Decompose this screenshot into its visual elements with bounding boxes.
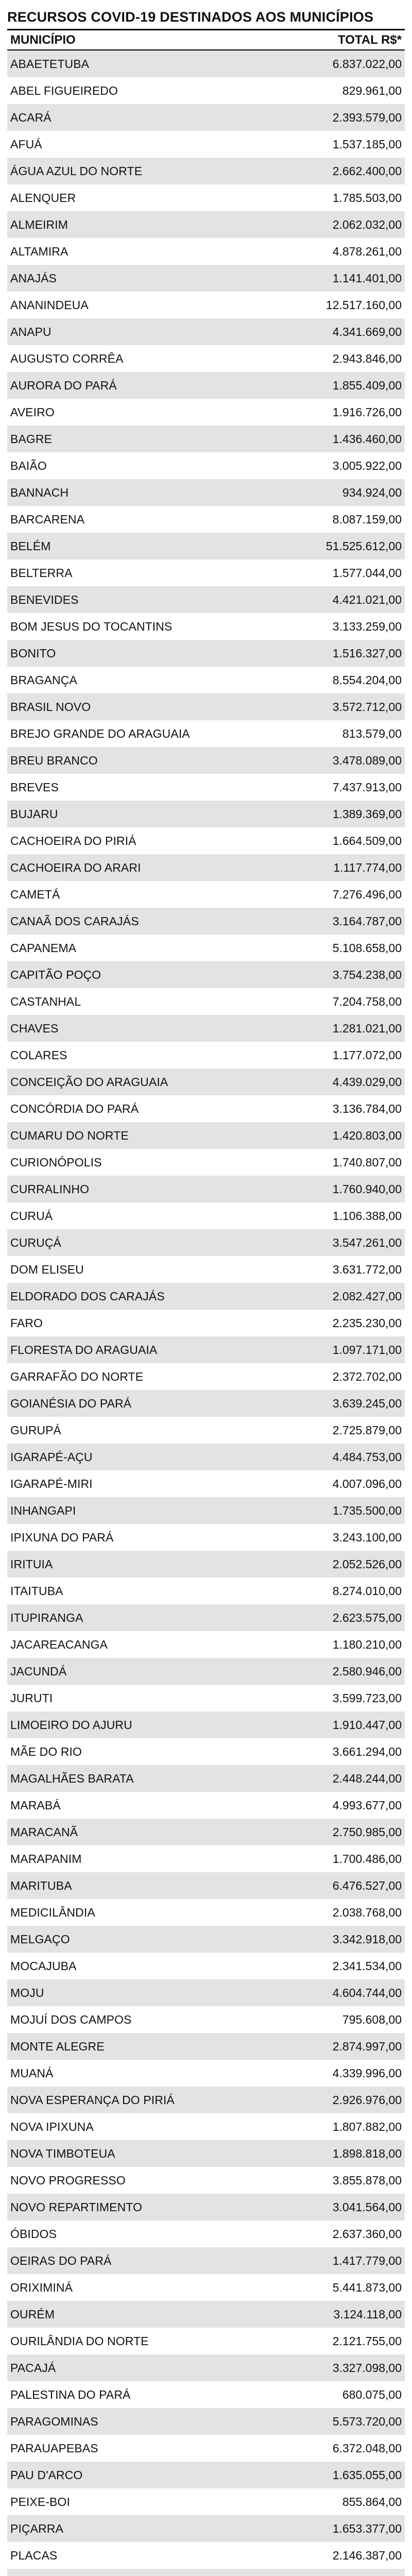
municipio-name: COLARES bbox=[10, 1048, 67, 1062]
table-row bbox=[7, 2381, 405, 2408]
municipio-total: 1.635.055,00 bbox=[332, 2468, 402, 2482]
municipio-total: 680.075,00 bbox=[342, 2387, 402, 2401]
municipio-total: 3.327.098,00 bbox=[332, 2361, 402, 2375]
municipio-name: BAIÃO bbox=[10, 459, 47, 472]
table-row bbox=[7, 1953, 405, 1979]
municipio-total: 1.180.210,00 bbox=[332, 1637, 402, 1651]
municipio-name: ANAPU bbox=[10, 325, 52, 338]
table-row bbox=[7, 1899, 405, 1926]
table-row bbox=[7, 2087, 405, 2113]
municipio-name: OURÉM bbox=[10, 2307, 55, 2321]
municipio-name: BENEVIDES bbox=[10, 592, 79, 606]
table-row bbox=[7, 586, 405, 613]
table-row bbox=[7, 1765, 405, 1792]
municipio-name: INHANGAPI bbox=[10, 1503, 76, 1517]
table-row bbox=[7, 720, 405, 747]
municipio-total: 5.573.720,00 bbox=[332, 2414, 402, 2428]
municipio-total: 1.855.409,00 bbox=[332, 378, 402, 392]
municipio-total: 3.631.772,00 bbox=[332, 1262, 402, 1276]
municipio-total: 1.420.803,00 bbox=[332, 1128, 402, 1142]
municipio-name: BUJARU bbox=[10, 807, 58, 821]
table-row bbox=[7, 774, 405, 801]
municipio-name: CUMARU DO NORTE bbox=[10, 1128, 129, 1142]
municipio-name: ALTAMIRA bbox=[10, 244, 68, 258]
table-row bbox=[7, 1685, 405, 1711]
municipio-name: MUANÁ bbox=[10, 2066, 54, 2080]
table-row bbox=[7, 827, 405, 854]
table-row bbox=[7, 2113, 405, 2140]
table-row bbox=[7, 1149, 405, 1176]
municipio-name: OEIRAS DO PARÁ bbox=[10, 2253, 112, 2267]
municipio-name: CAPITÃO POÇO bbox=[10, 968, 101, 981]
municipio-total: 4.339.996,00 bbox=[332, 2066, 402, 2080]
municipio-total: 6.837.022,00 bbox=[332, 57, 402, 71]
table-row bbox=[7, 104, 405, 131]
table-row bbox=[7, 2033, 405, 2060]
municipio-total: 2.943.846,00 bbox=[332, 351, 402, 365]
table-row bbox=[7, 1202, 405, 1229]
municipio-total: 1.785.503,00 bbox=[332, 191, 402, 205]
municipio-name: AURORA DO PARÁ bbox=[10, 378, 117, 392]
municipio-total: 6.372.048,00 bbox=[332, 2441, 402, 2455]
municipio-total: 2.874.997,00 bbox=[332, 2039, 402, 2053]
table-row bbox=[7, 2194, 405, 2221]
table-row bbox=[7, 747, 405, 774]
table-row bbox=[7, 2301, 405, 2328]
municipio-total: 4.604.744,00 bbox=[332, 1986, 402, 1999]
municipio-total: 2.372.702,00 bbox=[332, 1369, 402, 1383]
table-row bbox=[7, 2408, 405, 2435]
municipio-name: CAPANEMA bbox=[10, 941, 77, 955]
municipio-name: PLACAS bbox=[10, 2548, 58, 2562]
municipio-name: BANNACH bbox=[10, 485, 69, 499]
table-row bbox=[7, 2569, 405, 2576]
municipio-name: MELGAÇO bbox=[10, 1932, 70, 1946]
municipio-name: MARITUBA bbox=[10, 1878, 72, 1892]
municipio-name: CURIONÓPOLIS bbox=[10, 1155, 102, 1169]
table-row bbox=[7, 1095, 405, 1122]
municipio-total: 1.106.388,00 bbox=[332, 1209, 402, 1223]
municipio-total: 8.554.204,00 bbox=[332, 673, 402, 687]
table-row bbox=[7, 1578, 405, 1604]
table-row bbox=[7, 560, 405, 586]
municipio-total: 1.735.500,00 bbox=[332, 1503, 402, 1517]
table-row bbox=[7, 2515, 405, 2542]
table-row bbox=[7, 988, 405, 1015]
municipio-total: 2.623.575,00 bbox=[332, 1611, 402, 1624]
municipio-name: GURUPÁ bbox=[10, 1423, 62, 1437]
table-row bbox=[7, 1792, 405, 1819]
municipio-name: PAU D'ARCO bbox=[10, 2468, 83, 2482]
municipio-total: 4.993.677,00 bbox=[332, 1798, 402, 1812]
table-row bbox=[7, 1390, 405, 1417]
table-row bbox=[7, 1497, 405, 1524]
table-row bbox=[7, 2354, 405, 2381]
table-row bbox=[7, 1363, 405, 1390]
municipio-name: CURRALINHO bbox=[10, 1182, 90, 1196]
table-row bbox=[7, 292, 405, 318]
table-row bbox=[7, 1069, 405, 1095]
municipio-total: 2.082.427,00 bbox=[332, 1289, 402, 1303]
municipio-name: PALESTINA DO PARÁ bbox=[10, 2387, 131, 2401]
table-row bbox=[7, 1336, 405, 1363]
table-row bbox=[7, 1229, 405, 1256]
table-row bbox=[7, 1444, 405, 1470]
municipio-total: 7.204.758,00 bbox=[332, 994, 402, 1008]
municipio-name: CASTANHAL bbox=[10, 994, 81, 1008]
municipio-name: BELTERRA bbox=[10, 566, 73, 580]
municipio-total: 1.389.369,00 bbox=[332, 807, 402, 821]
municipio-name: MARABÁ bbox=[10, 1798, 61, 1812]
municipio-total: 2.662.400,00 bbox=[332, 164, 402, 178]
municipio-name: BOM JESUS DO TOCANTINS bbox=[10, 619, 173, 633]
municipio-name: MAGALHÃES BARATA bbox=[10, 1771, 134, 1785]
municipio-total: 12.517.160,00 bbox=[325, 298, 402, 312]
municipio-name: GOIANÉSIA DO PARÁ bbox=[10, 1396, 132, 1410]
municipio-total: 3.572.712,00 bbox=[332, 700, 402, 714]
municipio-name: CACHOEIRA DO PIRIÁ bbox=[10, 834, 136, 848]
municipio-name: DOM ELISEU bbox=[10, 1262, 84, 1276]
table-row bbox=[7, 533, 405, 560]
municipio-name: NOVO PROGRESSO bbox=[10, 2173, 126, 2187]
municipio-name: IPIXUNA DO PARÁ bbox=[10, 1530, 114, 1544]
table-row bbox=[7, 961, 405, 988]
municipio-name: ITUPIRANGA bbox=[10, 1611, 83, 1624]
municipio-total: 1.898.818,00 bbox=[332, 2146, 402, 2160]
table-row bbox=[7, 238, 405, 265]
table-row bbox=[7, 1631, 405, 1658]
municipio-name: NOVA IPIXUNA bbox=[10, 2120, 94, 2133]
municipio-total: 4.484.753,00 bbox=[332, 1450, 402, 1464]
municipio-total: 1.281.021,00 bbox=[332, 1021, 402, 1035]
table-row bbox=[7, 77, 405, 104]
table-row bbox=[7, 479, 405, 506]
table-row bbox=[7, 1283, 405, 1310]
municipio-total: 3.661.294,00 bbox=[332, 1744, 402, 1758]
municipio-name: AUGUSTO CORRÊA bbox=[10, 351, 124, 365]
municipio-total: 829.961,00 bbox=[342, 83, 402, 97]
table-header bbox=[7, 29, 405, 50]
table-row bbox=[7, 372, 405, 399]
table-row bbox=[7, 854, 405, 881]
table-row bbox=[7, 506, 405, 533]
municipio-name: BARCARENA bbox=[10, 512, 85, 526]
municipio-total: 2.052.526,00 bbox=[332, 1557, 402, 1571]
municipio-name: MOJU bbox=[10, 1986, 44, 1999]
municipio-name: MONTE ALEGRE bbox=[10, 2039, 105, 2053]
table-row bbox=[7, 693, 405, 720]
municipio-total: 2.235.230,00 bbox=[332, 1316, 402, 1330]
municipio-name: FLORESTA DO ARAGUAIA bbox=[10, 1343, 158, 1357]
municipio-total: 3.478.089,00 bbox=[332, 753, 402, 767]
table-row bbox=[7, 1738, 405, 1765]
municipio-total: 2.062.032,00 bbox=[332, 217, 402, 231]
municipio-name: CURUÁ bbox=[10, 1209, 53, 1223]
header-total: TOTAL R$* bbox=[337, 32, 402, 47]
municipio-total: 3.547.261,00 bbox=[332, 1235, 402, 1249]
table-row bbox=[7, 1015, 405, 1042]
municipio-name: MOCAJUBA bbox=[10, 1959, 77, 1973]
municipio-name: ALMEIRIM bbox=[10, 217, 68, 231]
municipio-total: 1.436.460,00 bbox=[332, 432, 402, 446]
municipio-total: 3.164.787,00 bbox=[332, 914, 402, 928]
municipio-total: 1.740.807,00 bbox=[332, 1155, 402, 1169]
municipio-name: FARO bbox=[10, 1316, 43, 1330]
municipio-name: ELDORADO DOS CARAJÁS bbox=[10, 1289, 165, 1303]
municipio-name: AVEIRO bbox=[10, 405, 55, 419]
table-row bbox=[7, 1872, 405, 1899]
municipio-total: 1.577.044,00 bbox=[332, 566, 402, 580]
municipio-name: NOVA TIMBOTEUA bbox=[10, 2146, 115, 2160]
municipio-name: CONCEIÇÃO DO ARAGUAIA bbox=[10, 1075, 168, 1089]
municipio-total: 3.243.100,00 bbox=[332, 1530, 402, 1544]
municipio-total: 2.146.387,00 bbox=[332, 2548, 402, 2562]
municipio-total: 1.700.486,00 bbox=[332, 1852, 402, 1866]
table-row bbox=[7, 1470, 405, 1497]
municipio-name: CURUÇÁ bbox=[10, 1235, 61, 1249]
municipio-name: ABEL FIGUEIREDO bbox=[10, 83, 118, 97]
municipio-total: 3.342.918,00 bbox=[332, 1932, 402, 1946]
municipio-total: 2.725.879,00 bbox=[332, 1423, 402, 1437]
municipio-total: 3.005.922,00 bbox=[332, 459, 402, 472]
municipio-total: 2.393.579,00 bbox=[332, 110, 402, 124]
table-row bbox=[7, 2435, 405, 2462]
table-row bbox=[7, 640, 405, 667]
municipio-total: 934.924,00 bbox=[342, 485, 402, 499]
table-row bbox=[7, 184, 405, 211]
municipio-name: BAGRE bbox=[10, 432, 53, 446]
municipio-name: CANAÃ DOS CARAJÁS bbox=[10, 914, 139, 928]
municipio-name: IGARAPÉ-AÇU bbox=[10, 1450, 93, 1464]
table-row bbox=[7, 211, 405, 238]
municipio-name: PARAGOMINAS bbox=[10, 2414, 98, 2428]
municipio-total: 2.750.985,00 bbox=[332, 1825, 402, 1839]
municipio-name: NOVO REPARTIMENTO bbox=[10, 2200, 143, 2214]
table-row bbox=[7, 50, 405, 77]
table-row bbox=[7, 801, 405, 827]
municipio-total: 1.141.401,00 bbox=[332, 271, 402, 285]
municipio-total: 3.855.878,00 bbox=[332, 2173, 402, 2187]
municipio-name: OURILÂNDIA DO NORTE bbox=[10, 2334, 149, 2348]
municipio-total: 1.760.940,00 bbox=[332, 1182, 402, 1196]
municipio-total: 3.136.784,00 bbox=[332, 1101, 402, 1115]
table-row bbox=[7, 1551, 405, 1578]
table-row bbox=[7, 1256, 405, 1283]
table-row bbox=[7, 2542, 405, 2569]
municipio-name: BRASIL NOVO bbox=[10, 700, 91, 714]
municipio-total: 1.664.509,00 bbox=[332, 834, 402, 848]
table-row bbox=[7, 2221, 405, 2247]
municipio-total: 2.637.360,00 bbox=[332, 2227, 402, 2241]
table-row bbox=[7, 1122, 405, 1149]
municipio-total: 2.926.976,00 bbox=[332, 2093, 402, 2107]
municipio-name: PIÇARRA bbox=[10, 2521, 63, 2535]
table-row bbox=[7, 2274, 405, 2301]
municipio-total: 5.108.658,00 bbox=[332, 941, 402, 955]
municipio-name: BELÉM bbox=[10, 539, 51, 553]
municipio-name: CHAVES bbox=[10, 1021, 59, 1035]
municipio-total: 2.038.768,00 bbox=[332, 1905, 402, 1919]
municipio-total: 1.177.072,00 bbox=[332, 1048, 402, 1062]
municipio-name: ITAITUBA bbox=[10, 1584, 63, 1598]
municipio-total: 7.437.913,00 bbox=[332, 780, 402, 794]
table-row bbox=[7, 1417, 405, 1444]
municipio-name: AFUÁ bbox=[10, 137, 42, 151]
table-body bbox=[7, 50, 405, 2576]
municipio-name: BRAGANÇA bbox=[10, 673, 77, 687]
municipio-total: 795.608,00 bbox=[342, 2012, 402, 2026]
municipio-total: 2.448.244,00 bbox=[332, 1771, 402, 1785]
municipio-name: JACAREACANGA bbox=[10, 1637, 108, 1651]
table-row bbox=[7, 2006, 405, 2033]
municipio-name: NOVA ESPERANÇA DO PIRIÁ bbox=[10, 2093, 175, 2107]
municipio-name: PACAJÁ bbox=[10, 2361, 56, 2375]
table-row bbox=[7, 426, 405, 452]
table-row bbox=[7, 1310, 405, 1336]
municipio-total: 1.417.779,00 bbox=[332, 2253, 402, 2267]
municipio-name: JACUNDÁ bbox=[10, 1664, 67, 1678]
municipio-name: CONCÓRDIA DO PARÁ bbox=[10, 1101, 139, 1115]
municipio-name: MARAPANIM bbox=[10, 1852, 82, 1866]
table-row bbox=[7, 1042, 405, 1069]
municipio-total: 4.007.096,00 bbox=[332, 1477, 402, 1490]
municipio-total: 4.439.029,00 bbox=[332, 1075, 402, 1089]
municipio-total: 1.916.726,00 bbox=[332, 405, 402, 419]
municipio-name: PARAUAPEBAS bbox=[10, 2441, 98, 2455]
municipio-total: 7.276.496,00 bbox=[332, 887, 402, 901]
table-row bbox=[7, 2060, 405, 2087]
municipio-name: BREU BRANCO bbox=[10, 753, 98, 767]
municipio-name: MOJUÍ DOS CAMPOS bbox=[10, 2012, 132, 2026]
table-row bbox=[7, 613, 405, 640]
municipio-total: 2.341.534,00 bbox=[332, 1959, 402, 1973]
municipio-name: MÃE DO RIO bbox=[10, 1744, 82, 1758]
municipio-name: GARRAFÃO DO NORTE bbox=[10, 1369, 144, 1383]
municipio-total: 855.864,00 bbox=[342, 2495, 402, 2509]
municipio-name: CACHOEIRA DO ARARI bbox=[10, 860, 141, 874]
municipio-total: 8.274.010,00 bbox=[332, 1584, 402, 1598]
municipio-total: 3.639.245,00 bbox=[332, 1396, 402, 1410]
table-row bbox=[7, 318, 405, 345]
table-row bbox=[7, 1845, 405, 1872]
table-row bbox=[7, 1176, 405, 1202]
municipio-total: 3.754.238,00 bbox=[332, 968, 402, 981]
table-row bbox=[7, 399, 405, 426]
municipio-total: 2.121.755,00 bbox=[332, 2334, 402, 2348]
table-row bbox=[7, 1604, 405, 1631]
header-municipio: MUNICÍPIO bbox=[10, 32, 76, 47]
municipio-name: JURUTI bbox=[10, 1691, 53, 1705]
municipio-total: 1.516.327,00 bbox=[332, 646, 402, 660]
municipio-name: BREVES bbox=[10, 780, 59, 794]
municipio-total: 813.579,00 bbox=[342, 726, 402, 740]
table-row bbox=[7, 667, 405, 693]
table-row bbox=[7, 2247, 405, 2274]
municipio-total: 4.878.261,00 bbox=[332, 244, 402, 258]
municipio-total: 1.910.447,00 bbox=[332, 1718, 402, 1732]
municipio-name: IRITUIA bbox=[10, 1557, 53, 1571]
document-title: RECURSOS COVID-19 DESTINADOS AOS MUNICÍPIOS bbox=[7, 9, 374, 25]
table-row bbox=[7, 935, 405, 961]
municipio-name: ÓBIDOS bbox=[10, 2227, 57, 2241]
municipio-name: ACARÁ bbox=[10, 110, 52, 124]
municipio-total: 3.041.564,00 bbox=[332, 2200, 402, 2214]
table-row bbox=[7, 2140, 405, 2167]
table-row bbox=[7, 1926, 405, 1953]
table-row bbox=[7, 345, 405, 372]
municipio-total: 1.117.774,00 bbox=[333, 860, 402, 874]
municipio-name: ABAETETUBA bbox=[10, 57, 90, 71]
municipio-name: MEDICILÂNDIA bbox=[10, 1905, 95, 1919]
table-row bbox=[7, 1658, 405, 1685]
municipio-total: 1.537.185,00 bbox=[332, 137, 402, 151]
table-row bbox=[7, 2488, 405, 2515]
municipio-name: CAMETÁ bbox=[10, 887, 60, 901]
table-row bbox=[7, 881, 405, 908]
municipio-total: 1.807.882,00 bbox=[332, 2120, 402, 2133]
municipio-total: 3.133.259,00 bbox=[332, 619, 402, 633]
municipio-total: 1.097.171,00 bbox=[332, 1343, 402, 1357]
table-row bbox=[7, 158, 405, 184]
table-row bbox=[7, 1711, 405, 1738]
municipio-total: 51.525.612,00 bbox=[325, 539, 402, 553]
municipio-name: MARACANÃ bbox=[10, 1825, 78, 1839]
table-row bbox=[7, 452, 405, 479]
municipio-name: ANAJÁS bbox=[10, 271, 57, 285]
municipio-total: 2.580.946,00 bbox=[332, 1664, 402, 1678]
municipio-total: 8.087.159,00 bbox=[332, 512, 402, 526]
municipio-total: 4.341.669,00 bbox=[332, 325, 402, 338]
municipio-total: 1.653.377,00 bbox=[332, 2521, 402, 2535]
municipio-name: LIMOEIRO DO AJURU bbox=[10, 1718, 132, 1732]
municipio-name: BONITO bbox=[10, 646, 56, 660]
municipio-total: 4.421.021,00 bbox=[332, 592, 402, 606]
municipio-name: PEIXE-BOI bbox=[10, 2495, 70, 2509]
table-row bbox=[7, 1819, 405, 1845]
municipio-name: ALENQUER bbox=[10, 191, 76, 205]
municipio-total: 3.124.118,00 bbox=[333, 2307, 402, 2321]
municipio-name: ANANINDEUA bbox=[10, 298, 89, 312]
municipio-name: ORIXIMINÁ bbox=[10, 2280, 73, 2294]
table-row bbox=[7, 1524, 405, 1551]
table-row bbox=[7, 908, 405, 935]
table-row bbox=[7, 2462, 405, 2488]
table-row bbox=[7, 2328, 405, 2354]
table-row bbox=[7, 265, 405, 292]
municipio-total: 5.441.873,00 bbox=[332, 2280, 402, 2294]
table-row bbox=[7, 131, 405, 158]
table-row bbox=[7, 1979, 405, 2006]
municipio-name: ÁGUA AZUL DO NORTE bbox=[10, 164, 143, 178]
municipio-total: 3.599.723,00 bbox=[332, 1691, 402, 1705]
municipio-name: IGARAPÉ-MIRI bbox=[10, 1477, 93, 1490]
municipio-name: BREJO GRANDE DO ARAGUAIA bbox=[10, 726, 190, 740]
table-row bbox=[7, 2167, 405, 2194]
municipio-total: 6.476.527,00 bbox=[332, 1878, 402, 1892]
